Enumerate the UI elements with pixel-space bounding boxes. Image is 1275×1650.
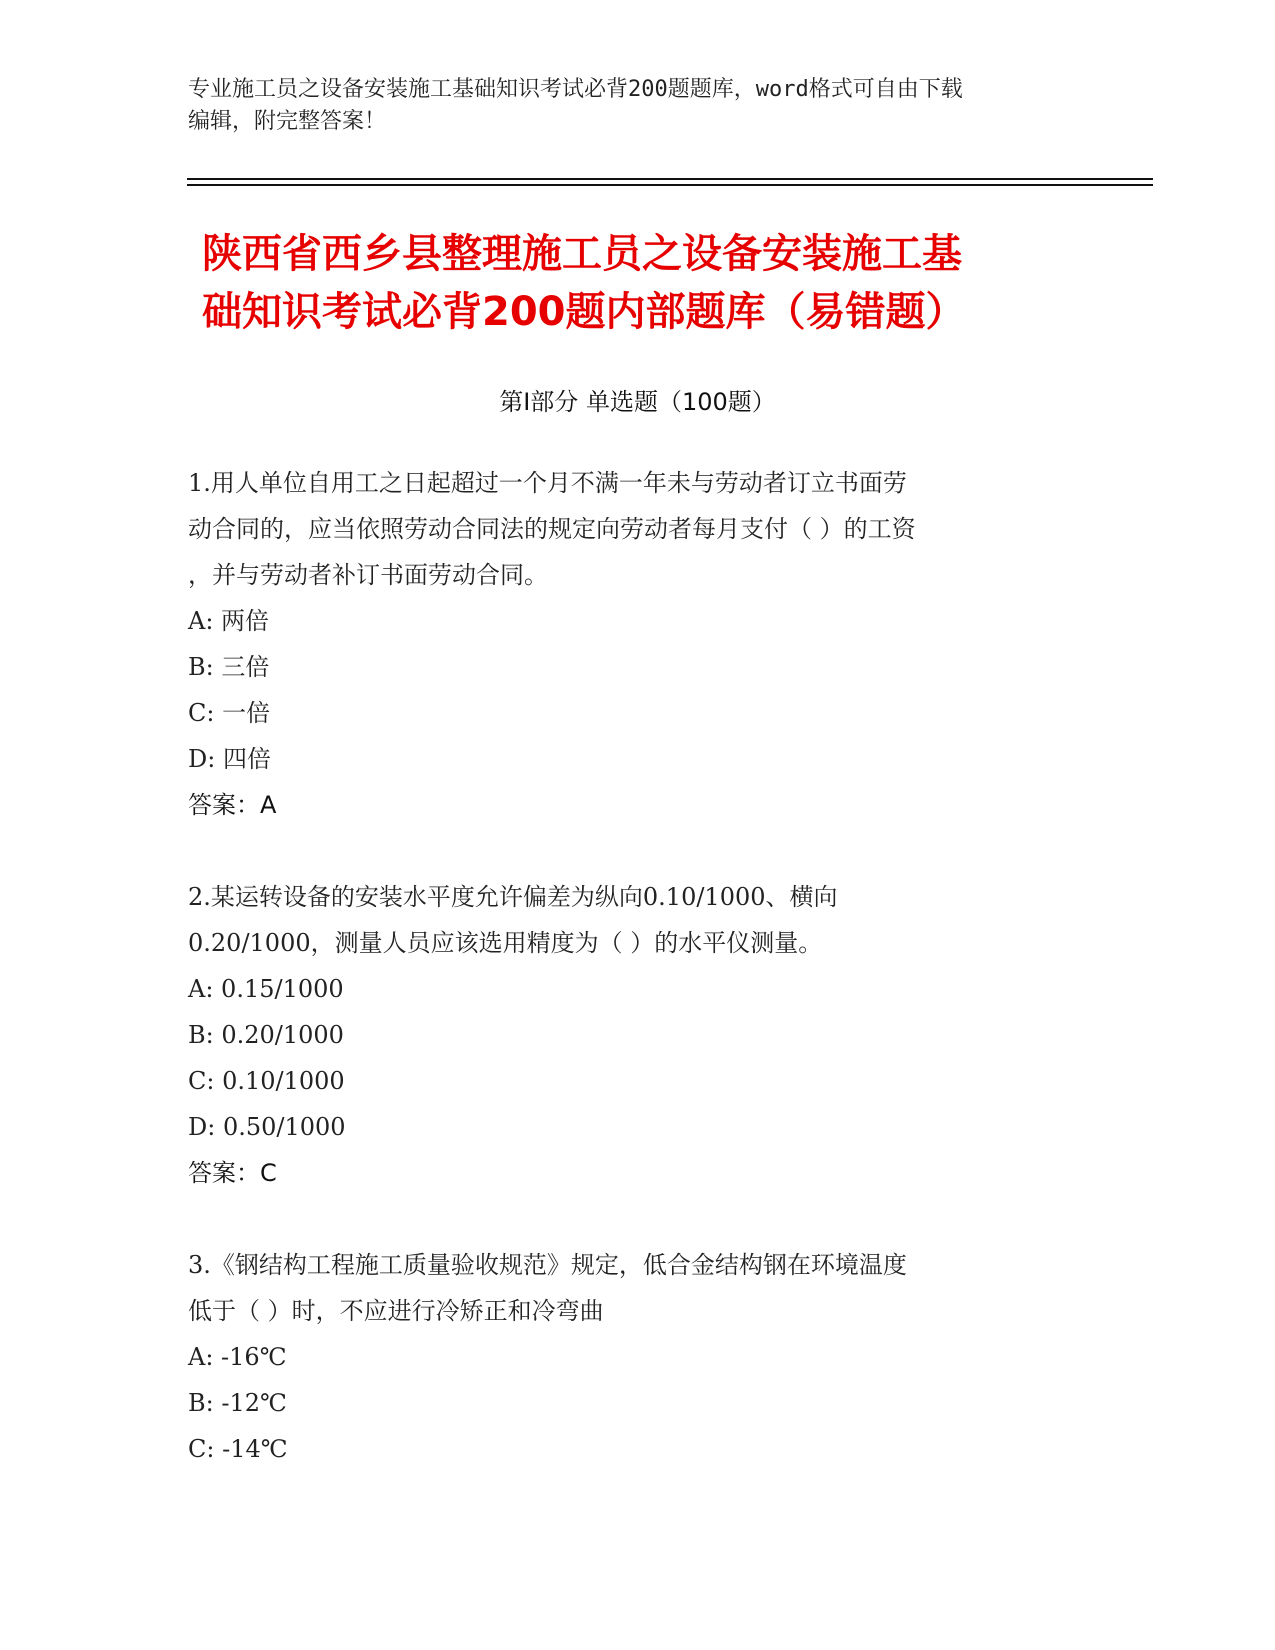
option-d: D: 0.50/1000 bbox=[188, 1113, 346, 1141]
question-line: 低于（ ）时，不应进行冷矫正和冷弯曲 bbox=[188, 1297, 604, 1325]
question-2-text bbox=[188, 874, 1068, 966]
question-line: 0.20/1000，测量人员应该选用精度为（ ）的水平仪测量。 bbox=[188, 929, 823, 957]
section-title: 第Ⅰ部分 单选题（100题） bbox=[499, 388, 776, 416]
question-2-options bbox=[188, 966, 1068, 1150]
question-line: 3.《钢结构工程施工质量验收规范》规定，低合金结构钢在环境温度 bbox=[188, 1251, 907, 1279]
header-divider bbox=[187, 184, 1153, 186]
question-1-options bbox=[188, 598, 1068, 782]
question-3-text bbox=[188, 1242, 1068, 1334]
option-c: C: 0.10/1000 bbox=[188, 1067, 345, 1095]
question-2-answer: 答案：C bbox=[188, 1159, 277, 1187]
question-line: 1.用人单位自用工之日起超过一个月不满一年未与劳动者订立书面劳 bbox=[188, 469, 907, 497]
header-note-line: 编辑，附完整答案！ bbox=[188, 109, 387, 134]
option-c: C: -14℃ bbox=[188, 1435, 288, 1463]
header-divider bbox=[187, 178, 1153, 180]
option-a: A: -16℃ bbox=[188, 1343, 287, 1371]
option-a: A: 两倍 bbox=[188, 607, 270, 635]
question-1-answer: 答案：A bbox=[188, 791, 277, 819]
option-c: C: 一倍 bbox=[188, 699, 271, 727]
header-note bbox=[188, 74, 1068, 138]
option-b: B: -12℃ bbox=[188, 1389, 287, 1417]
document-title-line: 础知识考试必背200题内部题库（易错题） bbox=[202, 289, 966, 335]
document-title-line: 陕西省西乡县整理施工员之设备安装施工基 bbox=[202, 231, 962, 277]
question-line: ，并与劳动者补订书面劳动合同。 bbox=[188, 561, 548, 589]
question-1-text bbox=[188, 460, 1068, 598]
document-title bbox=[202, 225, 1102, 341]
option-a: A: 0.15/1000 bbox=[188, 975, 344, 1003]
question-line: 2.某运转设备的安装水平度允许偏差为纵向0.10/1000、横向 bbox=[188, 883, 838, 911]
header-note-line: 专业施工员之设备安装施工基础知识考试必背200题题库，word格式可自由下载 bbox=[188, 77, 963, 102]
question-3-options bbox=[188, 1334, 1068, 1472]
option-b: B: 三倍 bbox=[188, 653, 270, 681]
question-line: 动合同的，应当依照劳动合同法的规定向劳动者每月支付（ ）的工资 bbox=[188, 515, 916, 543]
option-d: D: 四倍 bbox=[188, 745, 271, 773]
option-b: B: 0.20/1000 bbox=[188, 1021, 344, 1049]
